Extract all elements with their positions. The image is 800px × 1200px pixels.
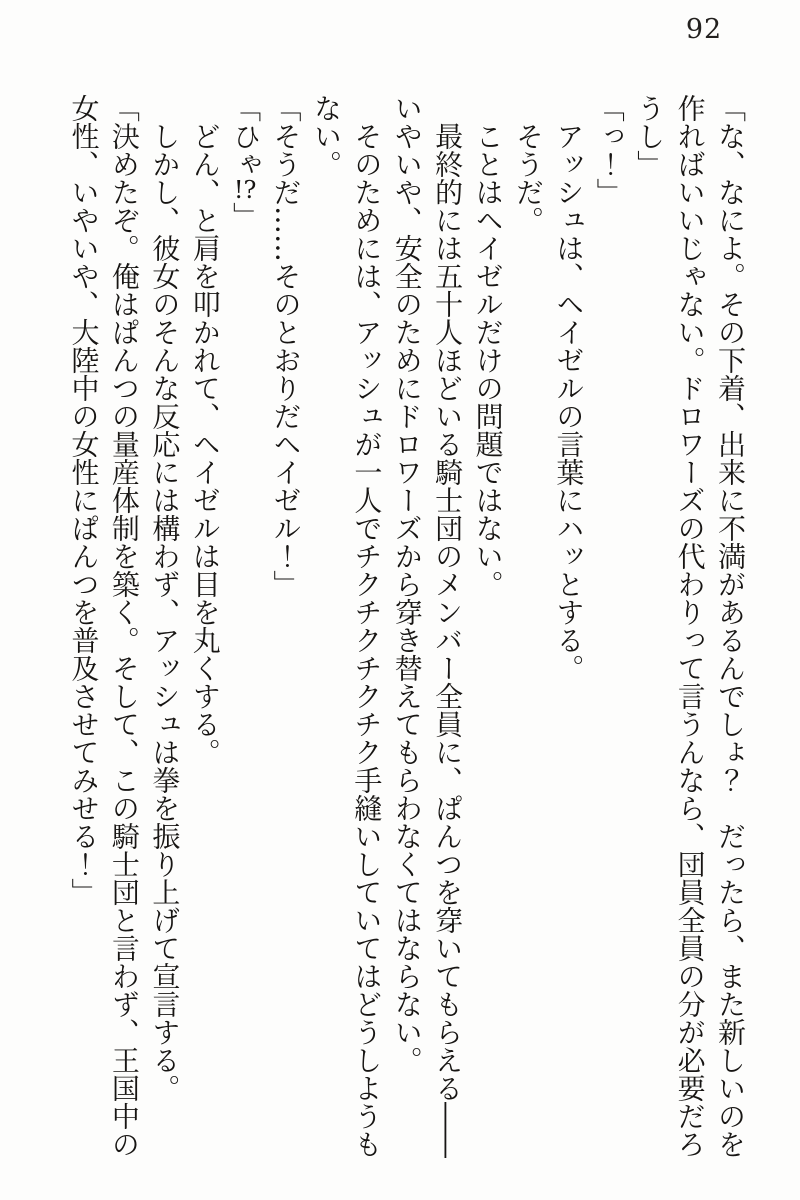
text-line: ことはヘイゼルだけの問題ではない。 bbox=[471, 122, 505, 598]
text-block bbox=[63, 94, 750, 1162]
text-line: 「な、なによ。その下着、出来に不満があるんでしょ？ だったら、また新しいのを bbox=[714, 94, 747, 1158]
text-line: 「決めたぞ。俺はぱんつの量産体制を築く。そして、この騎士団と言わず、王国中の bbox=[107, 94, 141, 1158]
text-line: アッシュは、ヘイゼルの言葉にハッとする。 bbox=[552, 122, 586, 682]
text-line: 「っ！」 bbox=[592, 94, 626, 206]
text-line: 作ればいいじゃない。ドロワーズの代わりって言うんなら、団員全員の分が必要だろ bbox=[673, 94, 707, 1158]
text-line: 女性、いやいや、大陸中の女性にぱんつを普及させてみせる！」 bbox=[67, 94, 101, 906]
text-line: しかし、彼女のそんな反応には構わず、アッシュは拳を振り上げて宣言する。 bbox=[148, 122, 182, 1102]
tatechuyoko-exclamation-question: !? bbox=[233, 178, 257, 202]
text-line: どん、と肩を叩かれて、ヘイゼルは目を丸くする。 bbox=[188, 122, 222, 766]
text-line: 「そうだ……そのとおりだヘイゼル！」 bbox=[269, 94, 303, 598]
text-line: そのためには、アッシュが一人でチクチクチクチク手縫いしていてはどうしようも bbox=[350, 122, 384, 1158]
text-line: ない。 bbox=[309, 94, 343, 178]
text-line: 最終的には五十人ほどいる騎士団のメンバー全員に、ぱんつを穿いてもらえる―― bbox=[431, 122, 465, 1158]
text-line: いやいや、安全のためにドロワーズから穿き替えてもらわなくてはならない。 bbox=[390, 94, 424, 1074]
page-number: 92 bbox=[685, 14, 723, 45]
text-line: 「ひゃ!?」 bbox=[229, 94, 263, 230]
text-line: そうだ。 bbox=[511, 122, 545, 234]
text-line: うし」 bbox=[633, 94, 667, 178]
